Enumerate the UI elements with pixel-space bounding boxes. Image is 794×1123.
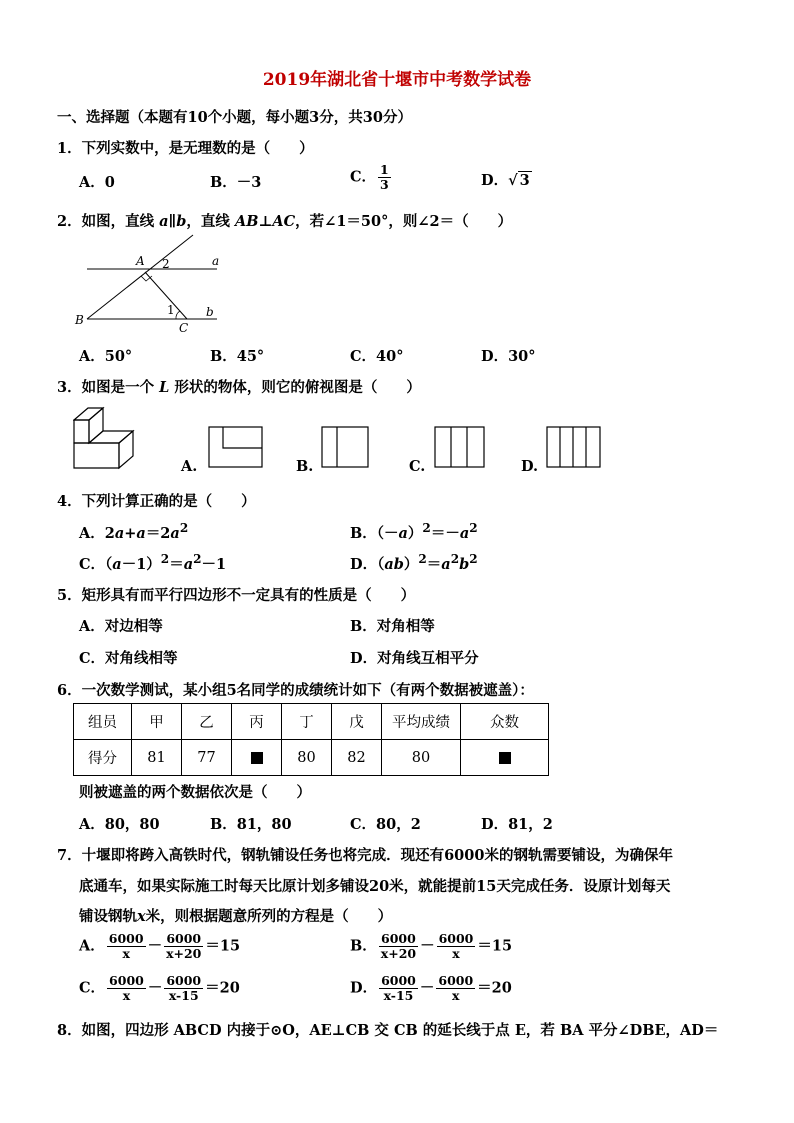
table-cell: 81 — [132, 740, 182, 776]
q7-line2: 底通车，如果实际施工时每天比原计划多铺设20米，就能提前15天完成任务．设原计划每天 — [79, 878, 671, 895]
q5-option-d: D．对角线互相平分 — [350, 650, 479, 667]
q3-option-b-label: B. — [296, 458, 314, 475]
cover-square-icon — [251, 752, 263, 764]
q1-option-c: C． $\frac{1}{3}$ — [350, 162, 389, 192]
q4-option-a: A．$2a+a=2a^2$ — [79, 521, 189, 542]
q6-option-d: D．81，2 — [481, 816, 553, 833]
table-header-cell: 众数 — [461, 704, 549, 740]
q2-stem: 2．如图，直线 a∥b，直线 AB⊥AC，若∠1＝50°，则∠2＝（ ） — [57, 213, 513, 230]
q5-option-b: B．对角相等 — [350, 618, 435, 635]
q2-figure — [70, 232, 230, 337]
q2-option-c: C．40° — [350, 348, 404, 365]
table-cell: 得分 — [74, 740, 132, 776]
cover-square-icon — [499, 752, 511, 764]
q2-option-b: B．45° — [210, 348, 265, 365]
q3-option-d-view — [546, 426, 601, 468]
q6-ask: 则被遮盖的两个数据依次是（ ） — [79, 784, 311, 801]
q2-label-line-a: a — [212, 254, 220, 268]
table-header-cell: 戊 — [332, 704, 382, 740]
hidden-value-cell — [461, 740, 549, 776]
q3-option-a-label: A. — [181, 458, 198, 475]
q2-label-angle2: 2 — [162, 257, 170, 271]
table-cell: 80 — [382, 740, 461, 776]
q6-option-a: A．80，80 — [79, 816, 160, 833]
q4-option-b: B．$(-a)^2=-a^2$ — [350, 521, 478, 542]
q2-label-c-point: C — [179, 321, 189, 335]
q8-line: 8．如图，四边形 ABCD 内接于⊙O，AE⊥CB 交 CB 的延长线于点 E，若 BA 平分∠DBE，AD＝ — [57, 1022, 719, 1039]
q2-label-angle1: 1 — [167, 303, 175, 317]
q5-stem: 5．矩形具有而平行四边形不一定具有的性质是（ ） — [57, 587, 416, 604]
q3-l-shape-figure — [73, 405, 135, 473]
q2-label-b-point: B — [75, 313, 84, 327]
q1-option-b: B．－3 — [210, 174, 262, 191]
q3-option-c-label: C. — [409, 458, 426, 475]
table-cell: 80 — [282, 740, 332, 776]
q2-label-line-b: b — [206, 305, 214, 319]
q4-option-c: C．$(a-1)^2=a^2-1$ — [79, 552, 227, 573]
q3-option-c-view — [434, 426, 485, 468]
q2-label-a-point: A — [136, 254, 145, 268]
table-header-cell: 组员 — [74, 704, 132, 740]
table-row — [74, 740, 549, 776]
q3-option-d-label: D. — [521, 458, 539, 475]
q5-option-c: C．对角线相等 — [79, 650, 178, 667]
hidden-value-cell — [232, 740, 282, 776]
q2-option-d: D．30° — [481, 348, 536, 365]
table-header-cell: 甲 — [132, 704, 182, 740]
section-heading: 一、选择题（本题有10个小题，每小题3分，共30分） — [57, 109, 412, 126]
table-cell: 82 — [332, 740, 382, 776]
q6-option-c: C．80，2 — [350, 816, 421, 833]
q2-option-a: A．50° — [79, 348, 133, 365]
q3-stem: 3．如图是一个 L 形状的物体，则它的俯视图是（ ） — [57, 379, 421, 396]
q1-option-d: D．√ 3 — [481, 172, 530, 189]
q4-option-d: D．$(ab)^2=a^2b^2$ — [350, 552, 478, 573]
q4-stem: 4．下列计算正确的是（ ） — [57, 493, 256, 510]
q6-option-b: B．81，80 — [210, 816, 292, 833]
table-header-cell: 丁 — [282, 704, 332, 740]
q6-stem: 6．一次数学测试，某小组5名同学的成绩统计如下（有两个数据被遮盖）： — [57, 682, 534, 699]
q7-line1: 7．十堰即将跨入高铁时代，钢轨铺设任务也将完成．现还有6000米的钢轨需要铺设，为确保年 — [57, 847, 673, 864]
score-table — [73, 703, 549, 776]
q7-option-b: B． $\frac{6000}{x+20}$ － $\frac{6000}{x}$ ＝15 — [350, 931, 513, 961]
q7-option-a: A． $\frac{6000}{x}$ － $\frac{6000}{x+20}$ ＝15 — [79, 931, 241, 961]
page-title: 2019年湖北省十堰市中考数学试卷 — [262, 70, 532, 90]
q5-option-a: A．对边相等 — [79, 618, 163, 635]
table-header-cell: 丙 — [232, 704, 282, 740]
q7-option-c: C． $\frac{6000}{x}$ － $\frac{6000}{x-15}$ ＝20 — [79, 973, 240, 1003]
q1-stem: 1．下列实数中，是无理数的是（ ） — [57, 140, 314, 157]
q7-line3: 铺设钢轨x米，则根据题意所列的方程是（ ） — [79, 908, 393, 925]
q3-option-a-view — [208, 426, 263, 468]
table-header-cell: 乙 — [182, 704, 232, 740]
q7-option-d: D． $\frac{6000}{x-15}$ － $\frac{6000}{x}$ ＝20 — [350, 973, 512, 1003]
table-header-cell: 平均成绩 — [382, 704, 461, 740]
table-cell: 77 — [182, 740, 232, 776]
table-row — [74, 704, 549, 740]
q1-option-a: A．0 — [79, 174, 115, 191]
q3-option-b-view — [321, 426, 369, 468]
